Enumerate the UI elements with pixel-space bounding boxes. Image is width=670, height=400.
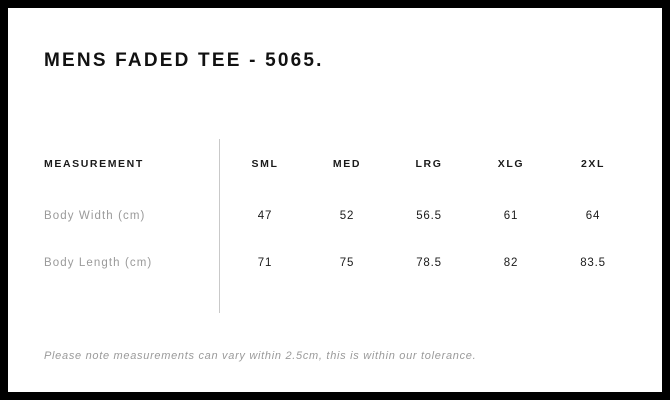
- cell-body-width-2xl: 64: [585, 209, 601, 222]
- size-chart-table: [44, 134, 634, 286]
- column-header-measurement-label: MEASUREMENT: [44, 158, 144, 170]
- column-header-2xl: [552, 134, 634, 192]
- tolerance-note: Please note measurements can vary within 2.5cm, this is within our tolerance.: [44, 350, 477, 362]
- cell-body-length-lrg: 78.5: [416, 256, 442, 269]
- column-header-measurement: [44, 134, 224, 192]
- cell-body-width-sml: 47: [257, 209, 273, 222]
- cell-body-length-xlg: 82: [503, 256, 519, 269]
- page-title: MENS FADED TEE - 5065.: [44, 50, 324, 71]
- column-header-lrg-label: LRG: [415, 158, 443, 170]
- row-label-body-width: Body Width (cm): [44, 209, 146, 222]
- table-body: [44, 192, 634, 286]
- table-header-row: [44, 134, 634, 192]
- cell-body-width-lrg: 56.5: [416, 209, 442, 222]
- column-header-xlg: [470, 134, 552, 192]
- column-header-sml: [224, 134, 306, 192]
- column-header-2xl-label: 2XL: [580, 158, 606, 170]
- row-label-body-length: Body Length (cm): [44, 256, 153, 269]
- table-row: [44, 239, 634, 286]
- column-header-med-label: MED: [332, 158, 362, 170]
- cell-body-length-2xl: 83.5: [580, 256, 606, 269]
- cell-body-width-xlg: 61: [503, 209, 519, 222]
- column-header-med: [306, 134, 388, 192]
- column-header-lrg: [388, 134, 470, 192]
- column-header-xlg-label: XLG: [497, 158, 525, 170]
- cell-body-width-med: 52: [339, 209, 355, 222]
- table-header: [44, 134, 634, 192]
- cell-body-length-sml: 71: [257, 256, 273, 269]
- table-row: [44, 192, 634, 239]
- size-chart-page: [8, 8, 662, 392]
- cell-body-length-med: 75: [339, 256, 355, 269]
- column-header-sml-label: SML: [251, 158, 279, 170]
